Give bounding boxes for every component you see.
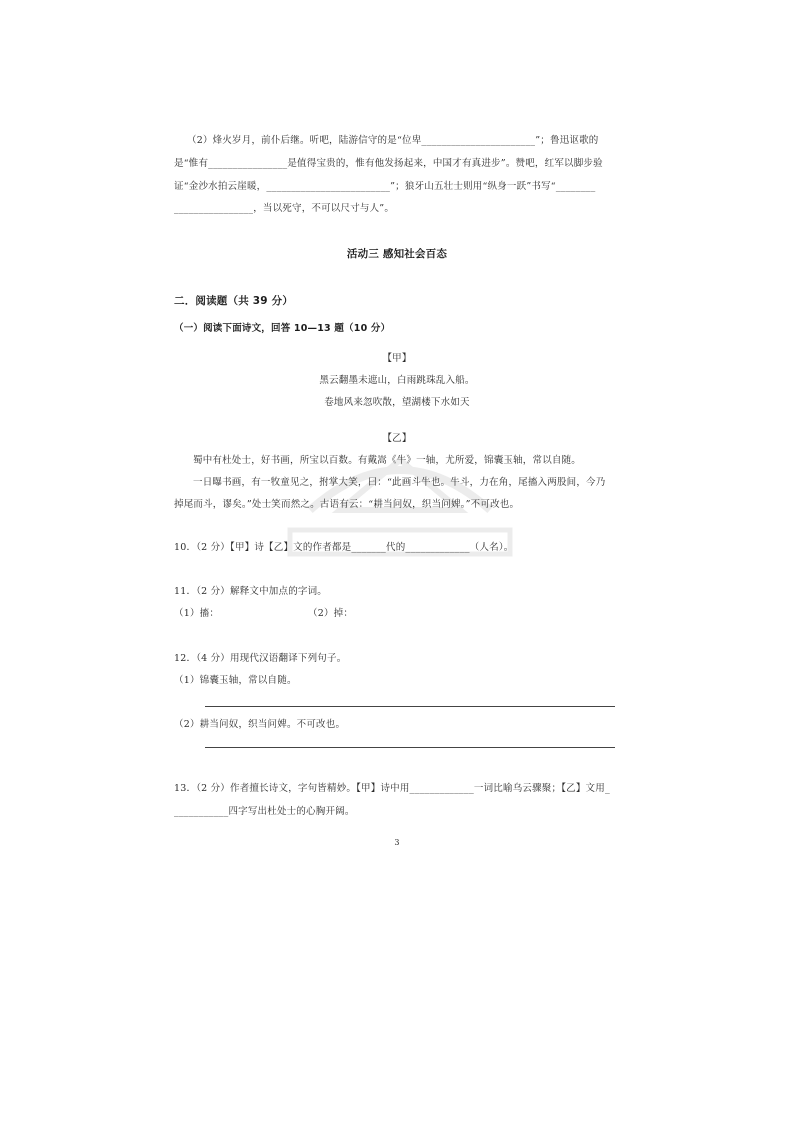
question-11-a: （1）搐： (174, 608, 220, 619)
part2-line2: 是“惟有________________是值得宝贵的，惟有他发扬起来，中国才有真进步”。赞吧，红军以脚步验 (174, 158, 603, 169)
question-13-line2: ___________四字写出杜处士的心胸开阔。 (174, 806, 355, 817)
prose-line2: 一日曝书画，有一牧童见之，拊掌大笑，曰：“此画斗牛也。牛斗，力在角，尾搐入两股间，今乃 (193, 477, 606, 488)
question-11-b: （2）掉： (308, 608, 354, 619)
answer-line-12a[interactable] (205, 706, 615, 707)
part2-line3: 证“金沙水拍云崖暖，_________________________”；狼牙山五壮士则用“纵身一跃”书写“________ (174, 181, 596, 192)
poem-line1: 黑云翻墨未遮山，白雨跳珠乱入船。 (319, 375, 475, 386)
question-12: 12．（4 分）用现代汉语翻译下列句子。 (174, 653, 347, 664)
answer-line-12b[interactable] (205, 747, 615, 748)
prose-label: 【乙】 (382, 433, 412, 444)
question-10: 10．（2 分）【甲】诗【乙】文的作者都是_______代的_____________（人名）。 (174, 542, 514, 553)
page-number: 3 (394, 838, 400, 847)
part2-line1: （2）烽火岁月，前仆后继。听吧，陆游信守的是“位卑_______________________”；鲁迅讴歌的 (187, 135, 599, 146)
question-12-a: （1）锦囊玉轴，常以自随。 (174, 675, 297, 686)
prose-line3: 掉尾而斗，谬矣。”处士笑而然之。古语有云：“耕当问奴，织当问婢。”不可改也。 (174, 499, 520, 510)
subsection-title: （一）阅读下面诗文，回答 10—13 题（10 分） (174, 323, 391, 334)
question-13-line1: 13．（2 分）作者擅长诗文，字句皆精妙。【甲】诗中用_____________一词比喻乌云骤聚；【乙】文用_ (174, 783, 610, 794)
activity-title: 活动三 感知社会百态 (346, 248, 448, 260)
prose-line1: 蜀中有杜处士，好书画，所宝以百数。有戴嵩《牛》一轴，尤所爱，锦囊玉轴，常以自随。 (193, 455, 582, 466)
section-title: 二．阅读题（共 39 分） (174, 295, 294, 307)
question-11: 11．（2 分）解释文中加点的字词。 (174, 586, 328, 597)
part2-line4: ________________，当以死守，不可以尺寸与人”。 (174, 203, 395, 214)
question-12-b: （2）耕当问奴，织当问婢。不可改也。 (174, 719, 346, 730)
poem-label: 【甲】 (382, 353, 412, 364)
poem-line2: 卷地风来忽吹散，望湖楼下水如天 (324, 397, 470, 408)
